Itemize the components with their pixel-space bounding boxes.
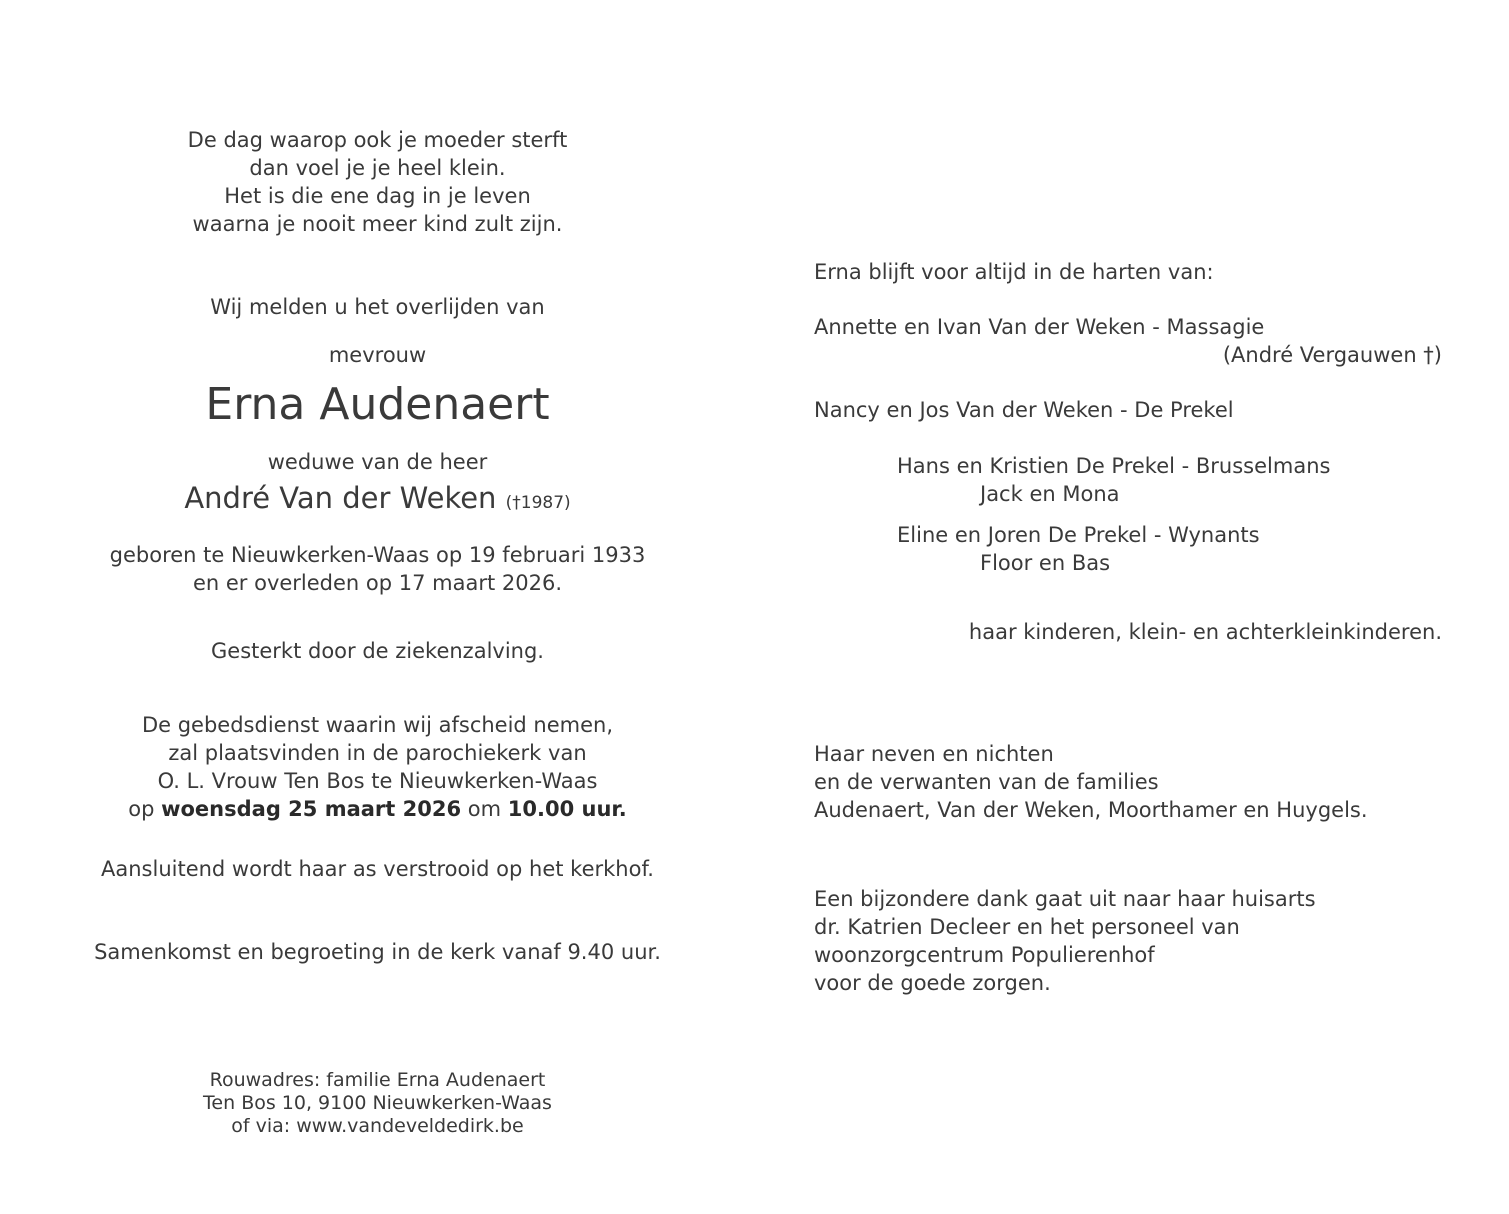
service-time: 10.00 uur.: [507, 797, 627, 821]
family-line: Nancy en Jos Van der Weken - De Prekel: [814, 398, 1234, 422]
poem-line: Het is die ene dag in je leven: [224, 184, 531, 208]
service-date: woensdag 25 maart 2026: [161, 797, 462, 821]
thanks-line: voor de goede zorgen.: [814, 971, 1051, 995]
death-line: en er overleden op 17 maart 2026.: [192, 571, 563, 595]
address-line: of via: www.vandeveldedirk.be: [231, 1115, 524, 1137]
address-line: Ten Bos 10, 9100 Nieuwkerken-Waas: [203, 1092, 552, 1114]
ashes-note: Aansluitend wordt haar as verstrooid op het kerkhof.: [101, 857, 654, 881]
service-mid: om: [467, 797, 502, 821]
relatives-line: Audenaert, Van der Weken, Moorthamer en Huygels.: [814, 798, 1368, 822]
gathering-note: Samenkomst en begroeting in de kerk vanaf 9.40 uur.: [94, 940, 661, 964]
birth-line: geboren te Nieuwkerken-Waas op 19 februari 1933: [109, 543, 646, 567]
service-line: O. L. Vrouw Ten Bos te Nieuwkerken-Waas: [157, 769, 598, 793]
relatives-line: Haar neven en nichten: [814, 742, 1054, 766]
service-pre: op: [128, 797, 155, 821]
thanks-line: woonzorgcentrum Populierenhof: [814, 943, 1155, 967]
husband-line: [0, 480, 755, 521]
widow-of: weduwe van de heer: [267, 450, 488, 474]
deceased-name: Erna Audenaert: [205, 379, 550, 430]
mourners-intro: Erna blijft voor altijd in de harten van:: [814, 260, 1214, 284]
husband-name: André Van der Weken: [184, 481, 497, 515]
family-line: Annette en Ivan Van der Weken - Massagie: [814, 315, 1265, 339]
thanks-line: Een bijzondere dank gaat uit naar haar huisarts: [814, 887, 1316, 911]
great-grandchild-line: Floor en Bas: [980, 551, 1111, 575]
service-line: De gebedsdienst waarin wij afscheid nemen,: [141, 713, 614, 737]
service-datetime: [0, 795, 755, 823]
relatives-line: en de verwanten van de families: [814, 770, 1159, 794]
husband-death: (†1987): [505, 493, 571, 513]
address-line: Rouwadres: familie Erna Audenaert: [209, 1069, 546, 1091]
sacrament: Gesterkt door de ziekenzalving.: [211, 639, 544, 663]
poem-line: waarna je nooit meer kind zult zijn.: [192, 212, 563, 236]
poem-line: dan voel je je heel klein.: [249, 156, 506, 180]
service-line: zal plaatsvinden in de parochiekerk van: [168, 741, 587, 765]
family-line-partner: (André Vergauwen †): [1222, 343, 1442, 367]
great-grandchild-line: Jack en Mona: [980, 482, 1120, 506]
announcement: Wij melden u het overlijden van: [210, 295, 545, 319]
family-summary: haar kinderen, klein- en achterkleinkinderen.: [968, 620, 1442, 644]
thanks-line: dr. Katrien Decleer en het personeel van: [814, 915, 1240, 939]
grandchild-line: Eline en Joren De Prekel - Wynants: [897, 523, 1260, 547]
poem-line: De dag waarop ook je moeder sterft: [187, 128, 568, 152]
honorific: mevrouw: [328, 343, 427, 367]
grandchild-line: Hans en Kristien De Prekel - Brusselmans: [897, 454, 1331, 478]
